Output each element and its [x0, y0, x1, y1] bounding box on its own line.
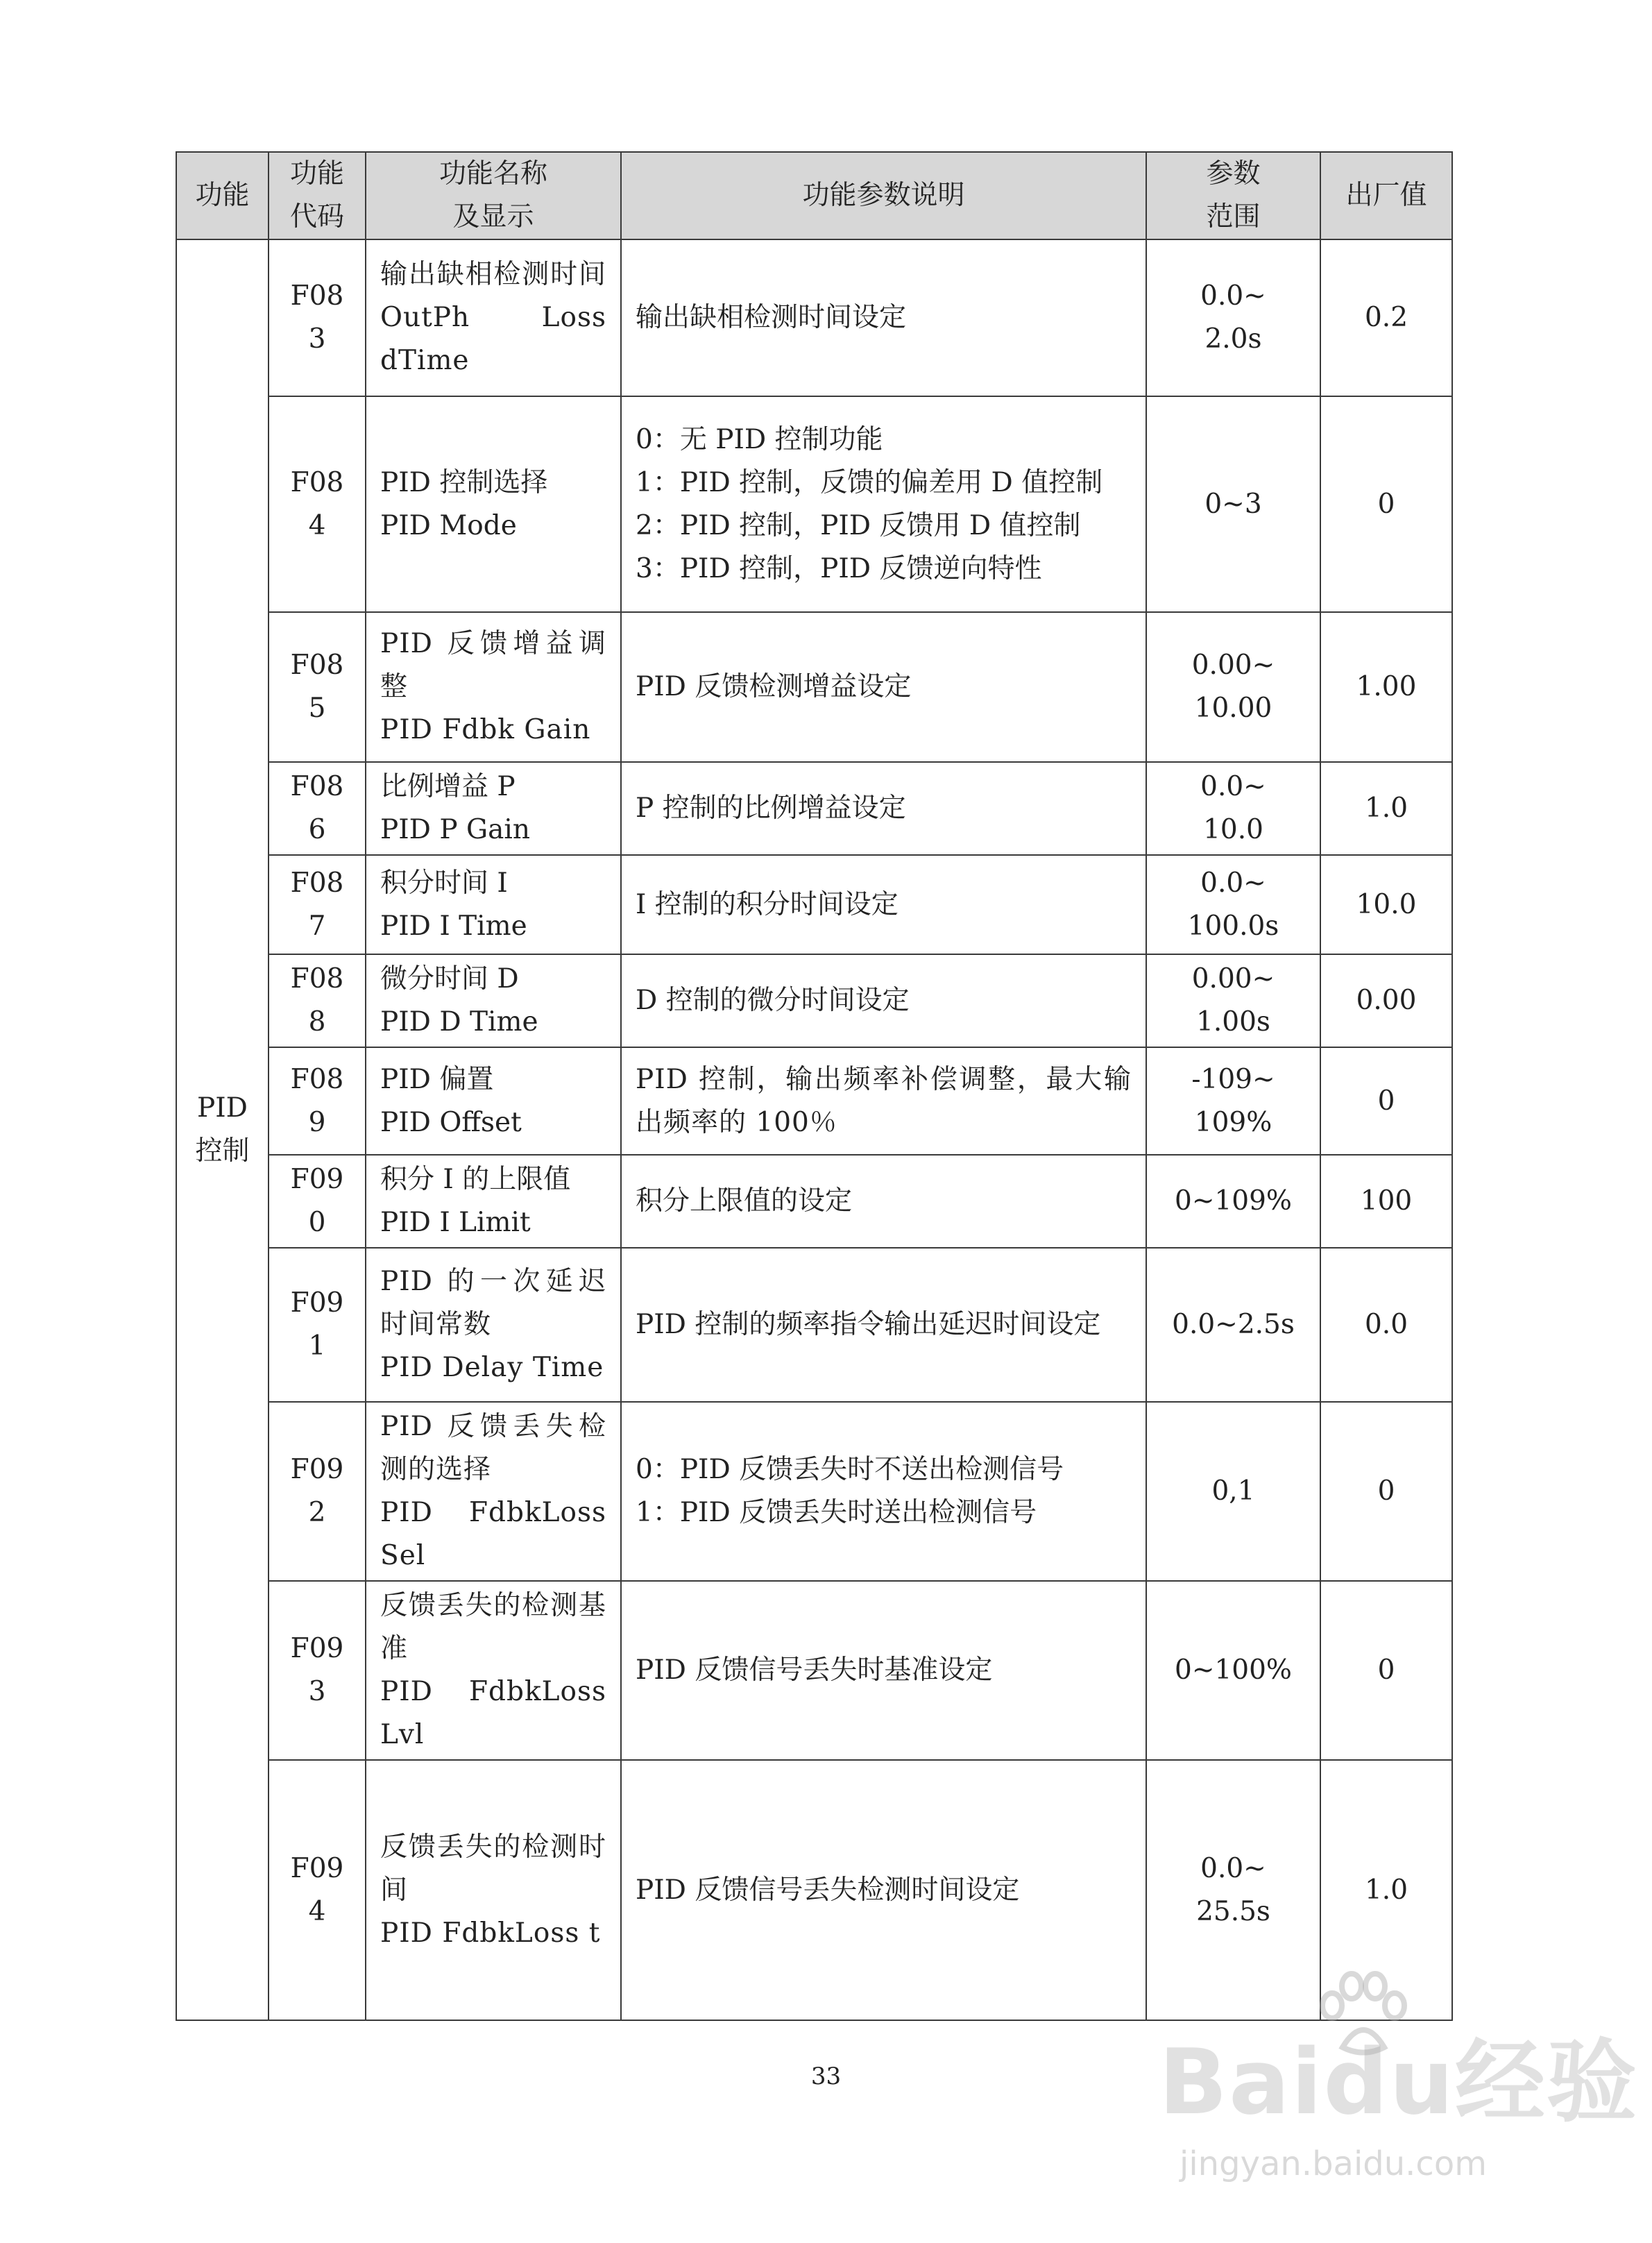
param-description: 积分上限值的设定 — [621, 1155, 1146, 1248]
param-default: 0 — [1320, 396, 1452, 612]
group-label: PID 控制 — [176, 239, 269, 2020]
param-code: F094 — [269, 1760, 366, 2020]
param-name: PID 的一次延迟时间常数 PID Delay Time — [366, 1248, 621, 1402]
param-default: 10.0 — [1320, 855, 1452, 954]
param-default: 1.0 — [1320, 1760, 1452, 2020]
table-row — [176, 1155, 1452, 1248]
param-default: 0 — [1320, 1581, 1452, 1760]
header-code: 功能 代码 — [269, 152, 366, 239]
param-code: F086 — [269, 762, 366, 855]
param-code: F083 — [269, 239, 366, 396]
param-code: F088 — [269, 954, 366, 1047]
param-code: F089 — [269, 1047, 366, 1155]
param-description: PID 反馈信号丢失时基准设定 — [621, 1581, 1146, 1760]
param-code: F092 — [269, 1402, 366, 1581]
param-code: F090 — [269, 1155, 366, 1248]
param-range: 0.0~ 2.0s — [1146, 239, 1320, 396]
param-name: 积分时间 I PID I Time — [366, 855, 621, 954]
param-code: F085 — [269, 612, 366, 762]
param-name: 积分 I 的上限值 PID I Limit — [366, 1155, 621, 1248]
param-range: 0.0~ 100.0s — [1146, 855, 1320, 954]
param-name: 微分时间 D PID D Time — [366, 954, 621, 1047]
table-row — [176, 855, 1452, 954]
param-default: 0.2 — [1320, 239, 1452, 396]
param-name: PID 反馈增益调整 PID Fdbk Gain — [366, 612, 621, 762]
table-row — [176, 396, 1452, 612]
param-default: 0.00 — [1320, 954, 1452, 1047]
watermark-logo: Baidu经验 — [1159, 2029, 1638, 2135]
param-range: 0.00~ 10.00 — [1146, 612, 1320, 762]
table-row — [176, 1248, 1452, 1402]
param-default: 1.00 — [1320, 612, 1452, 762]
page-number: 33 — [810, 2063, 842, 2090]
param-range: 0.0~2.5s — [1146, 1248, 1320, 1402]
param-description: PID 反馈信号丢失检测时间设定 — [621, 1760, 1146, 2020]
param-range: 0.0~ 25.5s — [1146, 1760, 1320, 2020]
watermark-url: jingyan.baidu.com — [1180, 2144, 1487, 2183]
param-default: 0 — [1320, 1047, 1452, 1155]
param-description: PID 控制，输出频率补偿调整，最大输出频率的 100％ — [621, 1047, 1146, 1155]
param-code: F087 — [269, 855, 366, 954]
table-row — [176, 239, 1452, 396]
param-description: 0：无 PID 控制功能 1：PID 控制，反馈的偏差用 D 值控制 2：PID 控制，PID 反馈用 D 值控制 3：PID 控制，PID 反馈逆向特性 — [621, 396, 1146, 612]
header-name: 功能名称 及显示 — [366, 152, 621, 239]
param-range: 0.00~ 1.00s — [1146, 954, 1320, 1047]
table-row — [176, 762, 1452, 855]
param-default: 1.0 — [1320, 762, 1452, 855]
param-name: 反馈丢失的检测基准 PID FdbkLoss Lvl — [366, 1581, 621, 1760]
param-range: 0~3 — [1146, 396, 1320, 612]
baidu-watermark — [1138, 1971, 1638, 2200]
param-description: P 控制的比例增益设定 — [621, 762, 1146, 855]
table-row — [176, 1402, 1452, 1581]
param-range: 0~100% — [1146, 1581, 1320, 1760]
param-description: I 控制的积分时间设定 — [621, 855, 1146, 954]
param-description: 输出缺相检测时间设定 — [621, 239, 1146, 396]
param-name: PID 反馈丢失检测的选择 PID FdbkLoss Sel — [366, 1402, 621, 1581]
table-row — [176, 1581, 1452, 1760]
param-name: 比例增益 P PID P Gain — [366, 762, 621, 855]
param-default: 0.0 — [1320, 1248, 1452, 1402]
param-description: D 控制的微分时间设定 — [621, 954, 1146, 1047]
param-description: PID 反馈检测增益设定 — [621, 612, 1146, 762]
param-description: PID 控制的频率指令输出延迟时间设定 — [621, 1248, 1146, 1402]
header-description: 功能参数说明 — [621, 152, 1146, 239]
param-name: 输出缺相检测时间 OutPh Loss dTime — [366, 239, 621, 396]
table-row — [176, 1047, 1452, 1155]
table-header-row — [176, 152, 1452, 239]
parameter-table — [176, 151, 1453, 2021]
header-function: 功能 — [176, 152, 269, 239]
param-code: F084 — [269, 396, 366, 612]
table-row — [176, 954, 1452, 1047]
param-name: PID 偏置 PID Offset — [366, 1047, 621, 1155]
table-row — [176, 612, 1452, 762]
param-default: 0 — [1320, 1402, 1452, 1581]
param-range: -109~ 109% — [1146, 1047, 1320, 1155]
param-range: 0,1 — [1146, 1402, 1320, 1581]
param-name: 反馈丢失的检测时间 PID FdbkLoss t — [366, 1760, 621, 2020]
param-code: F093 — [269, 1581, 366, 1760]
param-range: 0.0~ 10.0 — [1146, 762, 1320, 855]
header-default: 出厂值 — [1320, 152, 1452, 239]
param-range: 0~109% — [1146, 1155, 1320, 1248]
header-range: 参数 范围 — [1146, 152, 1320, 239]
param-default: 100 — [1320, 1155, 1452, 1248]
param-name: PID 控制选择 PID Mode — [366, 396, 621, 612]
param-description: 0：PID 反馈丢失时不送出检测信号 1：PID 反馈丢失时送出检测信号 — [621, 1402, 1146, 1581]
param-code: F091 — [269, 1248, 366, 1402]
